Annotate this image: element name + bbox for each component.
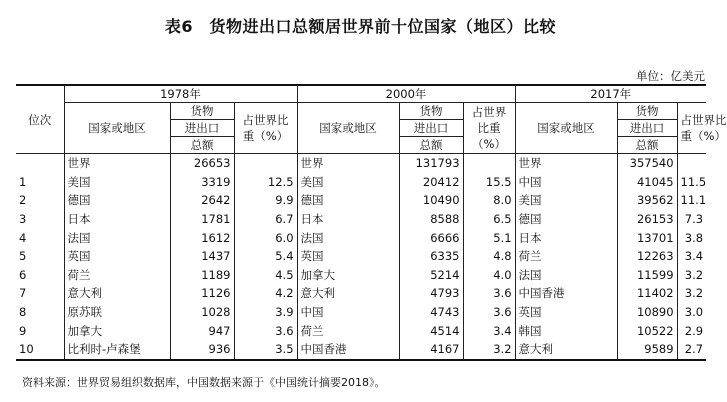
cell-p1978: 4.2 <box>234 284 297 303</box>
cell-c2000: 中国 <box>297 303 399 322</box>
cell-p2000: 6.5 <box>463 210 515 229</box>
total-header-line: 进出口 <box>171 120 234 137</box>
cell-rank: 2 <box>19 193 27 208</box>
cell-v2000: 4793 <box>399 284 463 303</box>
cell-p2000: 4.0 <box>463 266 515 285</box>
cell-c2000: 德国 <box>297 191 399 210</box>
cell-p2000: 8.0 <box>463 191 515 210</box>
cell-c2017: 世界 <box>515 154 617 173</box>
cell-p1978: 12.5 <box>234 173 297 192</box>
table-row <box>16 303 706 322</box>
cell-v2000: 4743 <box>399 303 463 322</box>
share-header-line: 重（%） <box>680 129 726 143</box>
share-header-2000 <box>463 103 515 154</box>
cell-p1978: 3.9 <box>234 303 297 322</box>
share-header-line: 占世界比 <box>242 113 289 127</box>
total-header-line: 进出口 <box>400 120 463 137</box>
cell-v1978: 26653 <box>170 154 234 173</box>
cell-p2017: 2.7 <box>677 340 706 360</box>
cell-c2017: 日本 <box>515 228 617 247</box>
cell-v2017: 26153 <box>617 210 677 229</box>
cell-c1978: 世界 <box>64 154 170 173</box>
cell-p2000 <box>463 154 515 173</box>
total-header-line: 总额 <box>635 138 659 152</box>
cell-p2017: 3.4 <box>677 247 706 266</box>
cell-rank: 7 <box>19 286 27 301</box>
table-row <box>16 173 706 192</box>
share-header-line: 占世界 <box>471 105 507 119</box>
cell-p1978: 9.9 <box>234 191 297 210</box>
cell-c1978: 原苏联 <box>64 303 170 322</box>
cell-c1978: 英国 <box>64 247 170 266</box>
cell-v2017: 13701 <box>617 228 677 247</box>
cell-c1978: 荷兰 <box>64 266 170 285</box>
cell-v1978: 947 <box>170 321 234 340</box>
cell-v2017: 11402 <box>617 284 677 303</box>
country-header-2000: 国家或地区 <box>297 103 399 154</box>
cell-v1978: 1126 <box>170 284 234 303</box>
cell-c1978: 比利时-卢森堡 <box>64 340 170 360</box>
cell-p2017: 3.8 <box>677 228 706 247</box>
cell-v2017: 11599 <box>617 266 677 285</box>
cell-v2017: 357540 <box>617 154 677 173</box>
cell-v2000: 20412 <box>399 173 463 192</box>
cell-rank: 9 <box>19 323 27 338</box>
cell-c1978: 意大利 <box>64 284 170 303</box>
cell-v1978: 1189 <box>170 266 234 285</box>
cell-rank <box>16 154 64 173</box>
cell-v1978: 1781 <box>170 210 234 229</box>
total-header-2000 <box>399 103 463 154</box>
total-header-line: 货物 <box>171 103 234 120</box>
cell-v2000: 10490 <box>399 191 463 210</box>
cell-p2017 <box>677 154 706 173</box>
table-row <box>16 191 706 210</box>
table-title: 表6 货物进出口总额居世界前十位国家（地区）比较 <box>164 17 557 36</box>
cell-c2000: 日本 <box>297 210 399 229</box>
table-row <box>16 284 706 303</box>
cell-p1978: 5.4 <box>234 247 297 266</box>
cell-p2000: 5.1 <box>463 228 515 247</box>
table-row <box>16 210 706 229</box>
cell-c2000: 意大利 <box>297 284 399 303</box>
cell-rank: 5 <box>19 249 27 264</box>
cell-v2000: 4514 <box>399 321 463 340</box>
cell-v1978: 1437 <box>170 247 234 266</box>
cell-c2000: 英国 <box>297 247 399 266</box>
total-header-2017 <box>617 103 677 154</box>
cell-c1978: 法国 <box>64 228 170 247</box>
unit-label: 单位：亿美元 <box>636 69 705 83</box>
cell-p2017: 2.9 <box>677 321 706 340</box>
cell-v2000: 5214 <box>399 266 463 285</box>
cell-v1978: 3319 <box>170 173 234 192</box>
cell-p2000: 4.8 <box>463 247 515 266</box>
table-row <box>16 340 706 360</box>
cell-rank: 3 <box>19 212 27 227</box>
cell-p2017: 11.5 <box>677 173 706 192</box>
cell-c2000: 世界 <box>297 154 399 173</box>
share-header-2017 <box>677 103 727 154</box>
cell-c2017: 韩国 <box>515 321 617 340</box>
country-header-1978: 国家或地区 <box>64 103 170 154</box>
year-2017-header: 2017年 <box>515 85 706 103</box>
year-header-row <box>16 85 706 103</box>
cell-p1978: 3.5 <box>234 340 297 360</box>
cell-c2017: 德国 <box>515 210 617 229</box>
cell-v2017: 9589 <box>617 340 677 360</box>
cell-p1978: 6.7 <box>234 210 297 229</box>
cell-v1978: 2642 <box>170 191 234 210</box>
cell-rank: 6 <box>19 267 27 282</box>
cell-v1978: 936 <box>170 340 234 360</box>
table-body <box>16 154 706 360</box>
share-header-line: 比重 <box>477 121 501 135</box>
cell-c1978: 德国 <box>64 191 170 210</box>
cell-c1978: 加拿大 <box>64 321 170 340</box>
year-2000-header: 2000年 <box>297 85 515 103</box>
cell-p2017: 7.3 <box>677 210 706 229</box>
trade-ranking-table <box>16 84 727 361</box>
table-row <box>16 228 706 247</box>
country-header-2017: 国家或地区 <box>515 103 617 154</box>
cell-v2017: 10890 <box>617 303 677 322</box>
cell-c2017: 英国 <box>515 303 617 322</box>
cell-c2000: 荷兰 <box>297 321 399 340</box>
cell-v2000: 8588 <box>399 210 463 229</box>
cell-v1978: 1028 <box>170 303 234 322</box>
cell-p2000: 3.6 <box>463 303 515 322</box>
cell-v2017: 10522 <box>617 321 677 340</box>
total-header-line: 总额 <box>190 138 214 152</box>
cell-c2000: 美国 <box>297 173 399 192</box>
cell-v2000: 4167 <box>399 340 463 360</box>
cell-c2017: 意大利 <box>515 340 617 360</box>
cell-p2000: 3.4 <box>463 321 515 340</box>
cell-rank: 8 <box>19 305 27 320</box>
cell-p2017: 3.0 <box>677 303 706 322</box>
share-header-line: （%） <box>472 137 506 151</box>
cell-p1978: 6.0 <box>234 228 297 247</box>
cell-c2017: 荷兰 <box>515 247 617 266</box>
cell-v2000: 131793 <box>399 154 463 173</box>
cell-rank: 10 <box>16 340 64 360</box>
cell-v2017: 39562 <box>617 191 677 210</box>
cell-v2000: 6666 <box>399 228 463 247</box>
cell-p2017: 11.1 <box>677 191 706 210</box>
cell-c2000: 加拿大 <box>297 266 399 285</box>
cell-p1978 <box>234 154 297 173</box>
cell-v1978: 1612 <box>170 228 234 247</box>
total-header-line: 货物 <box>618 103 677 120</box>
cell-p2000: 3.6 <box>463 284 515 303</box>
table-row <box>16 154 706 173</box>
cell-c2000: 法国 <box>297 228 399 247</box>
column-header-row <box>16 103 706 154</box>
cell-p1978: 4.5 <box>234 266 297 285</box>
share-header-line: 重（%） <box>242 129 289 143</box>
cell-rank: 1 <box>19 174 27 189</box>
table-row <box>16 266 706 285</box>
cell-p2000: 15.5 <box>463 173 515 192</box>
total-header-1978 <box>170 103 234 154</box>
total-header-line: 进出口 <box>618 120 677 137</box>
cell-c1978: 日本 <box>64 210 170 229</box>
cell-c2000: 中国香港 <box>297 340 399 360</box>
table-row <box>16 321 706 340</box>
cell-c2017: 中国香港 <box>515 284 617 303</box>
cell-p2017: 3.2 <box>677 284 706 303</box>
total-header-line: 总额 <box>419 138 443 152</box>
rank-header: 位次 <box>16 85 64 154</box>
cell-v2017: 12263 <box>617 247 677 266</box>
total-header-line: 货物 <box>400 103 463 120</box>
cell-c2017: 中国 <box>515 173 617 192</box>
cell-p1978: 3.6 <box>234 321 297 340</box>
year-1978-header: 1978年 <box>64 85 297 103</box>
source-note: 资料来源：世界贸易组织数据库，中国数据来源于《中国统计摘要2018》。 <box>22 376 386 389</box>
share-header-line: 占世界比 <box>680 113 727 127</box>
cell-c1978: 美国 <box>64 173 170 192</box>
cell-rank: 4 <box>19 230 27 245</box>
table-row <box>16 247 706 266</box>
cell-c2017: 法国 <box>515 266 617 285</box>
cell-p2000: 3.2 <box>463 340 515 360</box>
share-header-1978 <box>234 103 297 154</box>
cell-v2000: 6335 <box>399 247 463 266</box>
cell-p2017: 3.2 <box>677 266 706 285</box>
cell-c2017: 美国 <box>515 191 617 210</box>
cell-v2017: 41045 <box>617 173 677 192</box>
